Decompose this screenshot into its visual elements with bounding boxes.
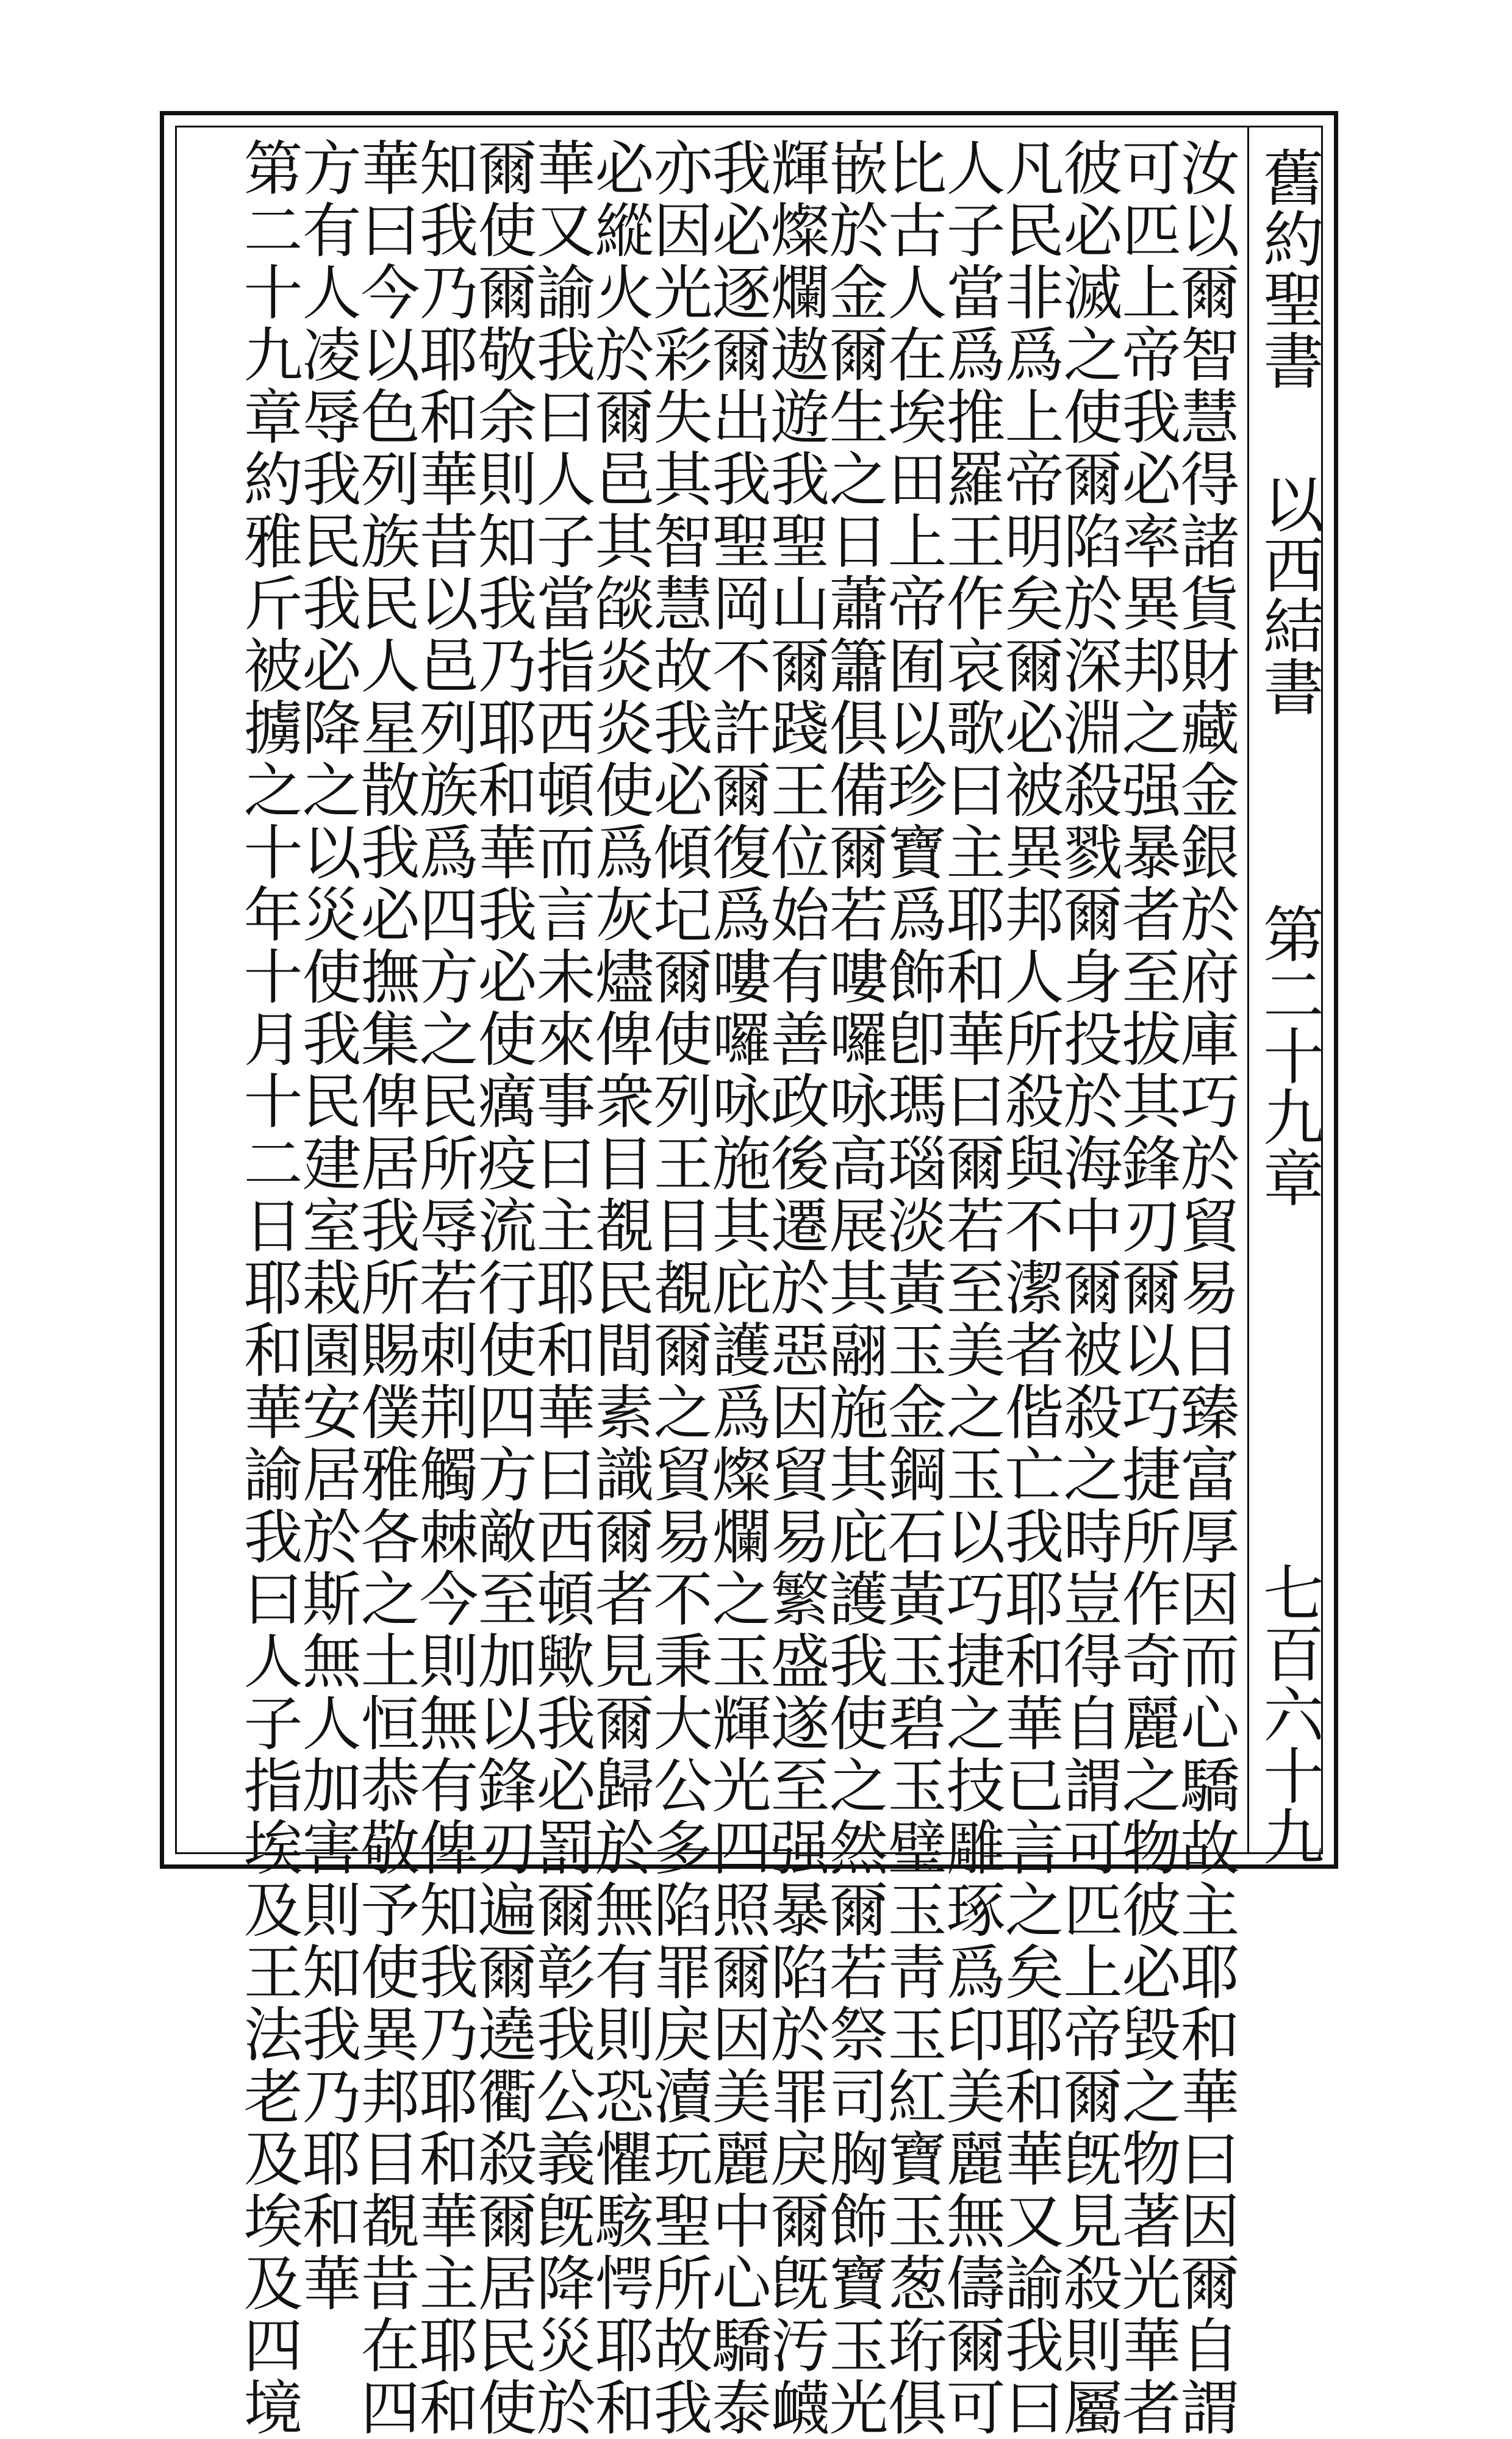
text-column-10: 亦因光彩失其智慧故我必傾圮爾使列王目覩爾之貿易不秉大公多陷罪戾瀆玩聖所故我: [643, 137, 712, 2439]
text-columns: [234, 137, 1239, 2439]
text-column-7: 嵌於金爾生之日蕭簫俱備爾若嘍囉咏高展其翮施其庇護我使之然爾若祭司胸飾寶玉光: [819, 137, 888, 2439]
text-column-9: 我必逐爾出我聖岡不許爾復爲嘍囉咏施其庇護爲燦爛之玉輝光四照爾因美麗中心驕泰: [702, 137, 771, 2439]
chapter-heading: 第二十九章: [1253, 903, 1324, 1208]
text-column-16: 方有人凌辱我民我必降之以災使我民建室栽園安居於斯無人加害則知我乃耶和華: [292, 137, 361, 2315]
text-column-13: 爾使爾敬余則知我乃耶和華我必使癘疫流行使四方敵至加以鋒刃遍爾遶衢殺爾居民使: [468, 137, 537, 2439]
text-column-6: 比古人在埃田上帝囿以珍寶爲飾卽瑪瑙淡黃玉金鋼石黃玉碧玉璧玉靑玉紅寶玉葱珩俱: [878, 137, 947, 2439]
book-title: 舊約聖書: [1253, 146, 1324, 390]
page-number: 七百六十九: [1253, 1561, 1324, 1866]
text-column-4: 凡民非爲上帝明矣爾必被異邦人所殺與不潔者偕亡我耶和華已言之矣耶和華又諭我曰: [995, 137, 1064, 2439]
text-column-12: 華又諭我曰人子當指西頓而言未來事曰主耶和華曰西頓歟我必罰爾彰我公義旣降災於: [526, 137, 595, 2439]
text-column-1: 汝以爾智慧得諸貨財藏金銀於府庫巧於貿易日臻富厚因而心驕故主耶和華曰因爾自謂: [1170, 137, 1239, 2439]
text-column-5: 人子當爲推羅王作哀歌曰主耶和華曰爾若至美之玉以巧捷之技雕琢爲印美麗無儔爾可: [936, 137, 1005, 2439]
text-column-17: 第二十九章約雅斤被擄之十年十月十二日耶和華諭我曰人子指埃及王法老及埃及四境: [234, 137, 303, 2439]
text-column-3: 彼必滅之使爾陷於深淵殺戮爾身投於海中爾被殺之時豈得自謂可匹上帝爾旣見殺則屬: [1053, 137, 1122, 2439]
text-column-14: 知我乃耶和華昔以邑列族爲四方之民所辱若刺荆觸棘今則無有俾知我乃耶和華主耶和: [409, 137, 478, 2439]
text-column-15: 華曰今以色列族民人星散我必撫集俾居我所賜僕雅各之土恒恭敬予使異邦目覩昔在四: [351, 137, 420, 2439]
header-divider: [1247, 126, 1249, 1854]
text-column-8: 輝燦爛遨遊我聖山爾踐王位始有善政後遷於惡因貿易繁盛遂至强暴陷於罪戾爾旣汚衊: [761, 137, 829, 2439]
book-name: 以西結書: [1253, 473, 1324, 717]
text-column-2: 可匹上帝我必率異邦之强暴者至拔其鋒刃爾以巧捷所作奇麗之物彼必毀之物著光華者: [1112, 137, 1181, 2439]
text-column-11: 必縱火於爾邑其燄炎炎使爲灰燼俾衆目覩民間素識爾者見爾歸於無有則恐懼駭愕耶和: [585, 137, 654, 2439]
